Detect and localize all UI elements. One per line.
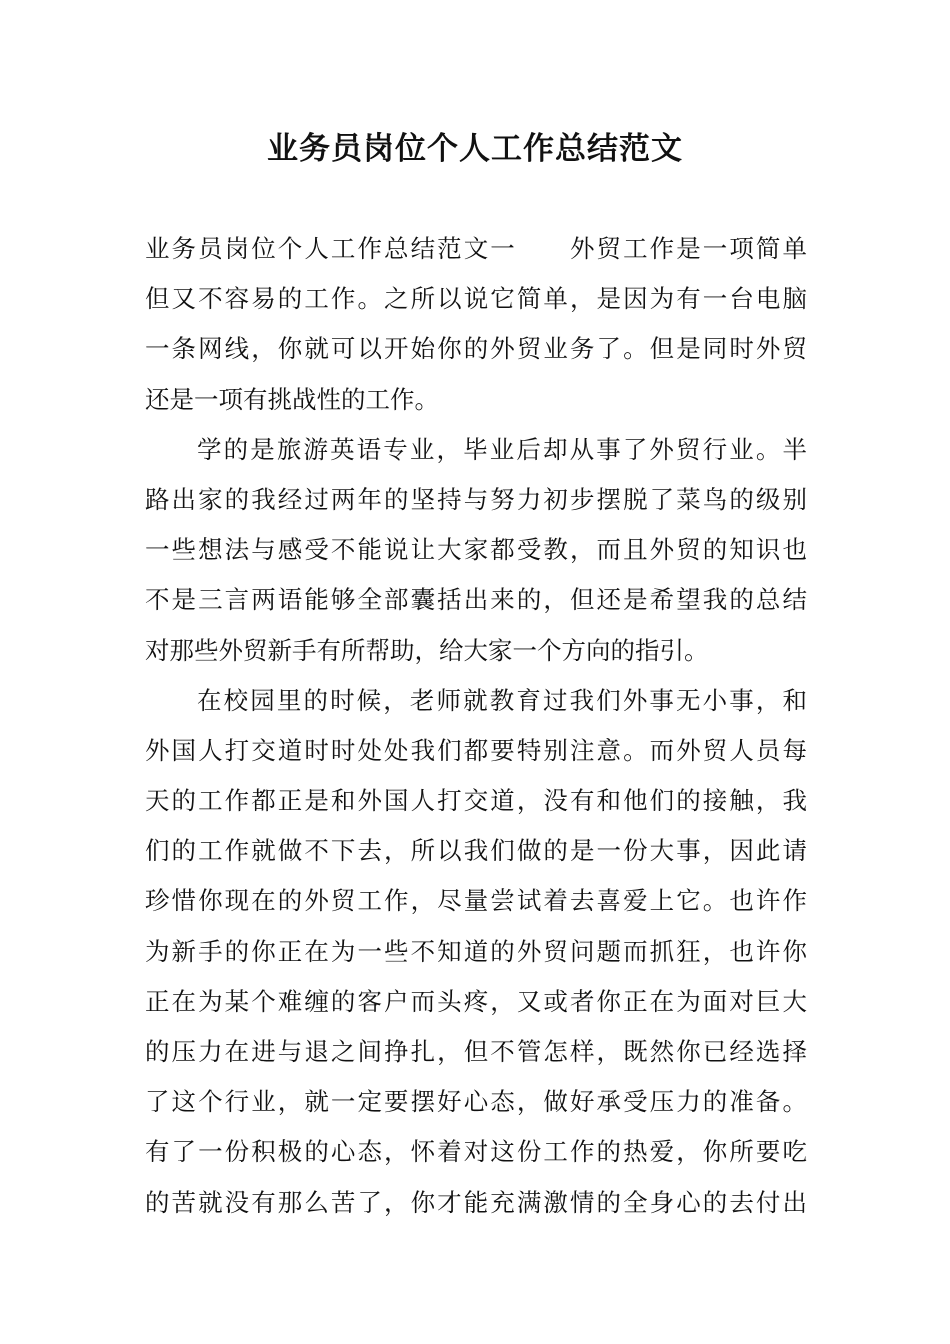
- paragraph-line: 一条网线，你就可以开始你的外贸业务了。但是同时外贸: [145, 334, 807, 364]
- paragraph-line: 正在为某个难缠的客户而头疼，又或者你正在为面对巨大: [145, 986, 807, 1016]
- paragraph-line: 路出家的我经过两年的坚持与努力初步摆脱了菜鸟的级别: [145, 484, 807, 514]
- paragraph-line: 的苦就没有那么苦了，你才能充满激情的全身心的去付出: [145, 1187, 807, 1217]
- paragraph-line: 在校园里的时候，老师就教育过我们外事无小事，和: [197, 685, 807, 715]
- paragraph-line: 为新手的你正在为一些不知道的外贸问题而抓狂，也许你: [145, 936, 807, 966]
- paragraph-line: 的压力在进与退之间挣扎，但不管怎样，既然你已经选择: [145, 1037, 807, 1066]
- paragraph-line: 外国人打交道时时处处我们都要特别注意。而外贸人员每: [145, 735, 807, 765]
- document-title: 业务员岗位个人工作总结范文: [267, 131, 683, 167]
- paragraph-line: 学的是旅游英语专业，毕业后却从事了外贸行业。半: [197, 434, 807, 464]
- paragraph-line: 珍惜你现在的外贸工作，尽量尝试着去喜爱上它。也许作: [145, 886, 807, 916]
- paragraph-3: [145, 676, 807, 1228]
- paragraph-line: 但又不容易的工作。之所以说它简单，是因为有一台电脑: [145, 284, 807, 314]
- paragraph-line: 还是一项有挑战性的工作。: [145, 384, 439, 414]
- paragraph-line: 有了一份积极的心态，怀着对这份工作的热爱，你所要吃: [145, 1137, 807, 1167]
- document-body: [145, 224, 807, 1228]
- paragraph-2: [145, 425, 807, 676]
- paragraph-line: 业务员岗位个人工作总结范文一 外贸工作是一项简单: [145, 234, 807, 263]
- paragraph-1: [145, 224, 807, 425]
- paragraph-line: 一些想法与感受不能说让大家都受教，而且外贸的知识也: [145, 535, 807, 565]
- paragraph-line: 们的工作就做不下去，所以我们做的是一份大事，因此请: [145, 836, 807, 866]
- paragraph-line: 对那些外贸新手有所帮助，给大家一个方向的指引。: [145, 635, 709, 665]
- paragraph-line: 了这个行业，就一定要摆好心态，做好承受压力的准备。: [145, 1087, 807, 1117]
- paragraph-line: 天的工作都正是和外国人打交道，没有和他们的接触，我: [145, 786, 807, 816]
- paragraph-line: 不是三言两语能够全部囊括出来的，但还是希望我的总结: [145, 585, 807, 615]
